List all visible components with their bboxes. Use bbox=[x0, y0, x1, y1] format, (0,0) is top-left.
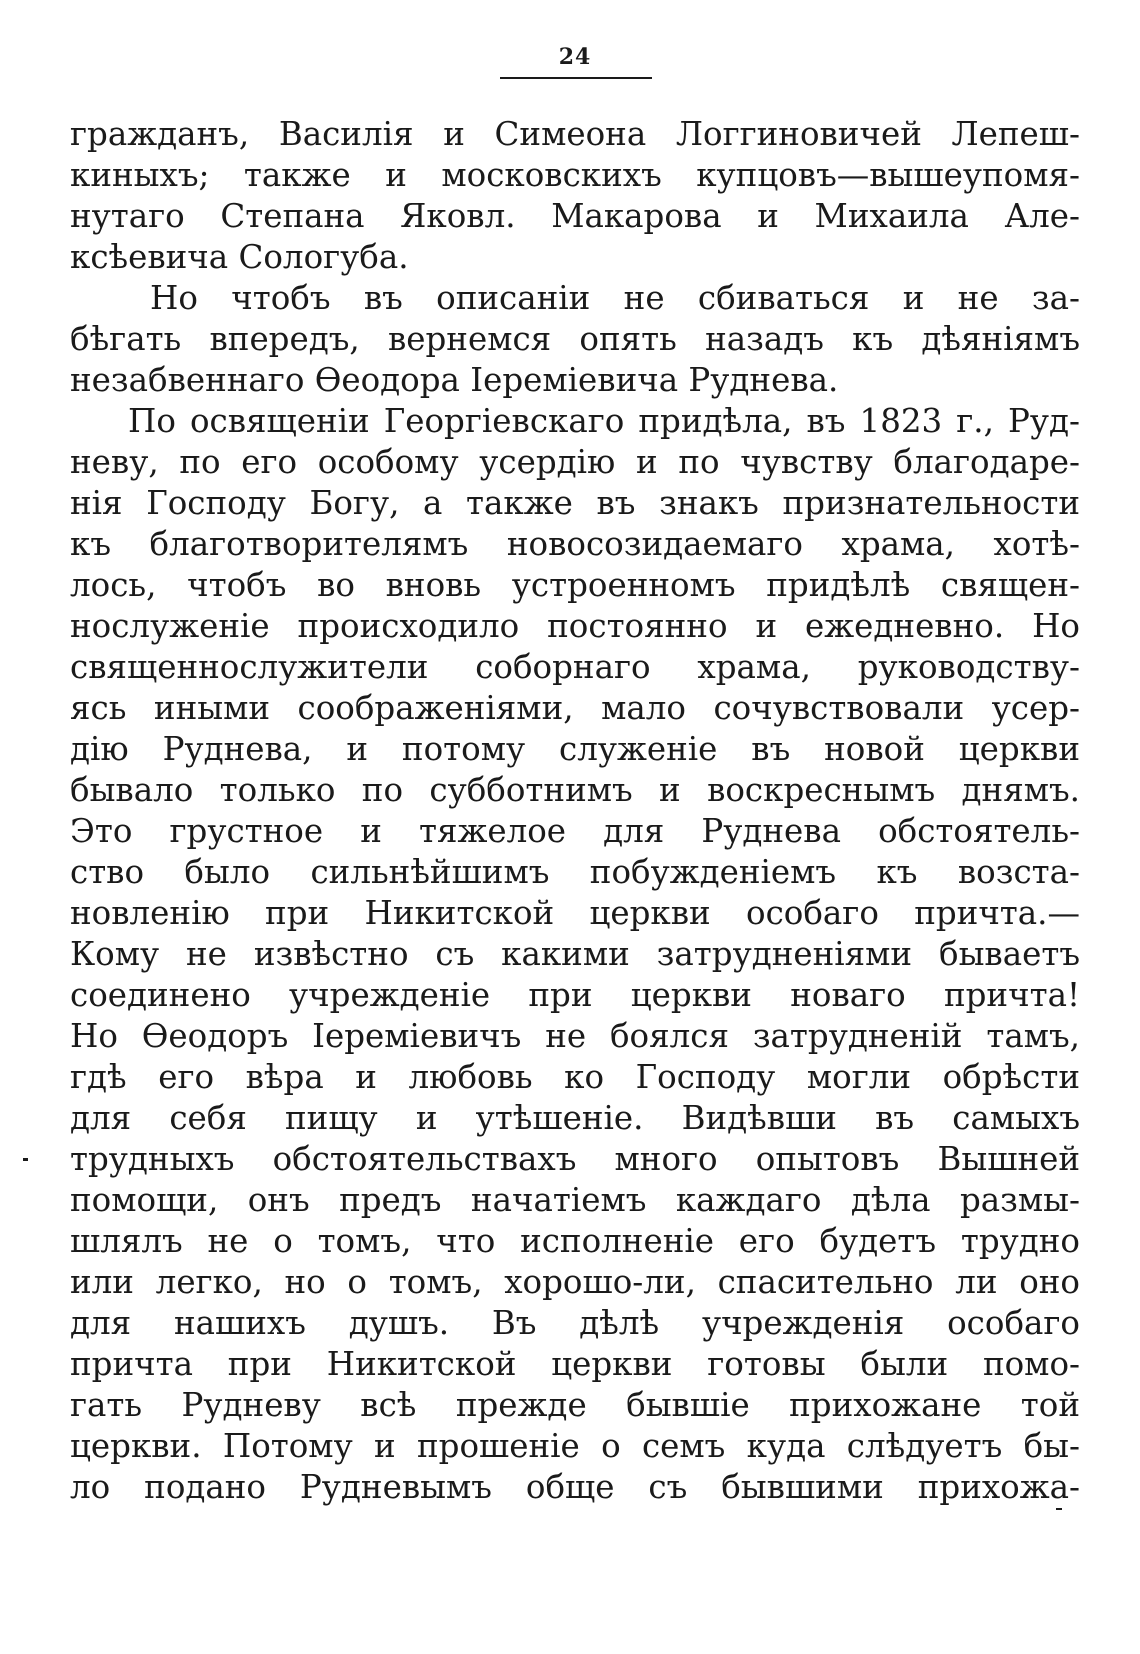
text-line: Кому не извѣстно съ какими затрудненіями бываетъ bbox=[70, 935, 1080, 973]
text-line: По освященіи Георгіевскаго придѣла, въ 1823 г., Руд- bbox=[128, 402, 1080, 440]
text-line: киныхъ; также и московскихъ купцовъ—вышеупомя- bbox=[70, 156, 1080, 194]
text-line: бывало только по субботнимъ и воскреснымъ днямъ. bbox=[70, 771, 1080, 809]
text-line: церкви. Потому и прошеніе о семъ куда слѣдуетъ бы- bbox=[70, 1427, 1080, 1465]
text-line: нія Господу Богу, а также въ знакъ признательности bbox=[70, 484, 1080, 522]
page-number: 24 bbox=[558, 44, 592, 70]
scan-speck-right bbox=[1056, 1508, 1062, 1510]
text-line: Это грустное и тяжелое для Руднева обстоятель- bbox=[70, 812, 1080, 850]
text-line: ксѣевича Сологуба. bbox=[70, 238, 409, 276]
text-line: лось, чтобъ во вновь устроенномъ придѣлѣ священ- bbox=[70, 566, 1080, 604]
text-line: нутаго Степана Яковл. Макарова и Михаила Але- bbox=[70, 197, 1080, 235]
text-line: гражданъ, Василія и Симеона Логгиновичей Лепеш- bbox=[70, 115, 1080, 153]
text-line: соединено учрежденіе при церкви новаго причта! bbox=[70, 976, 1080, 1014]
text-line: нослуженіе происходило постоянно и ежедневно. Но bbox=[70, 607, 1080, 645]
text-line: Но чтобъ въ описаніи не сбиваться и не за- bbox=[150, 279, 1080, 317]
page-number-rule bbox=[500, 77, 652, 79]
text-line: шлялъ не о томъ, что исполненіе его будетъ трудно bbox=[70, 1222, 1080, 1260]
text-line: ло подано Рудневымъ обще съ бывшими прихожа- bbox=[70, 1468, 1080, 1506]
text-line: ясь иными соображеніями, мало сочувствовали усер- bbox=[70, 689, 1080, 727]
text-line: неву, по его особому усердію и по чувству благодаре- bbox=[70, 443, 1080, 481]
text-line: или легко, но о томъ, хорошо-ли, спасительно ли оно bbox=[70, 1263, 1080, 1301]
text-line: къ благотворителямъ новосозидаемаго храма, хотѣ- bbox=[70, 525, 1080, 563]
text-line: для себя пищу и утѣшеніе. Видѣвши въ самыхъ bbox=[70, 1099, 1080, 1137]
scan-speck-left bbox=[23, 1158, 28, 1161]
text-line: бѣгать впередъ, вернемся опять назадъ къ дѣяніямъ bbox=[70, 320, 1080, 358]
text-line: дію Руднева, и потому служеніе въ новой церкви bbox=[70, 730, 1080, 768]
text-line: помощи, онъ предъ начатіемъ каждаго дѣла размы- bbox=[70, 1181, 1080, 1219]
text-line: Но Ѳеодоръ Іереміевичъ не боялся затрудненій тамъ, bbox=[70, 1017, 1080, 1055]
text-line: незабвеннаго Ѳеодора Іереміевича Руднева. bbox=[70, 361, 839, 399]
text-line: причта при Никитской церкви готовы были помо- bbox=[70, 1345, 1080, 1383]
body-text bbox=[70, 114, 1080, 1508]
text-line: новленію при Никитской церкви особаго причта.— bbox=[70, 894, 1080, 932]
text-line: ство было сильнѣйшимъ побужденіемъ къ возста- bbox=[70, 853, 1080, 891]
text-line: священнослужители соборнаго храма, руководству- bbox=[70, 648, 1080, 686]
text-line: для нашихъ душъ. Въ дѣлѣ учрежденія особаго bbox=[70, 1304, 1080, 1342]
text-line: гать Рудневу всѣ прежде бывшіе прихожане той bbox=[70, 1386, 1080, 1424]
text-line: трудныхъ обстоятельствахъ много опытовъ Вышней bbox=[70, 1140, 1080, 1178]
text-line: гдѣ его вѣра и любовь ко Господу могли обрѣсти bbox=[70, 1058, 1080, 1096]
